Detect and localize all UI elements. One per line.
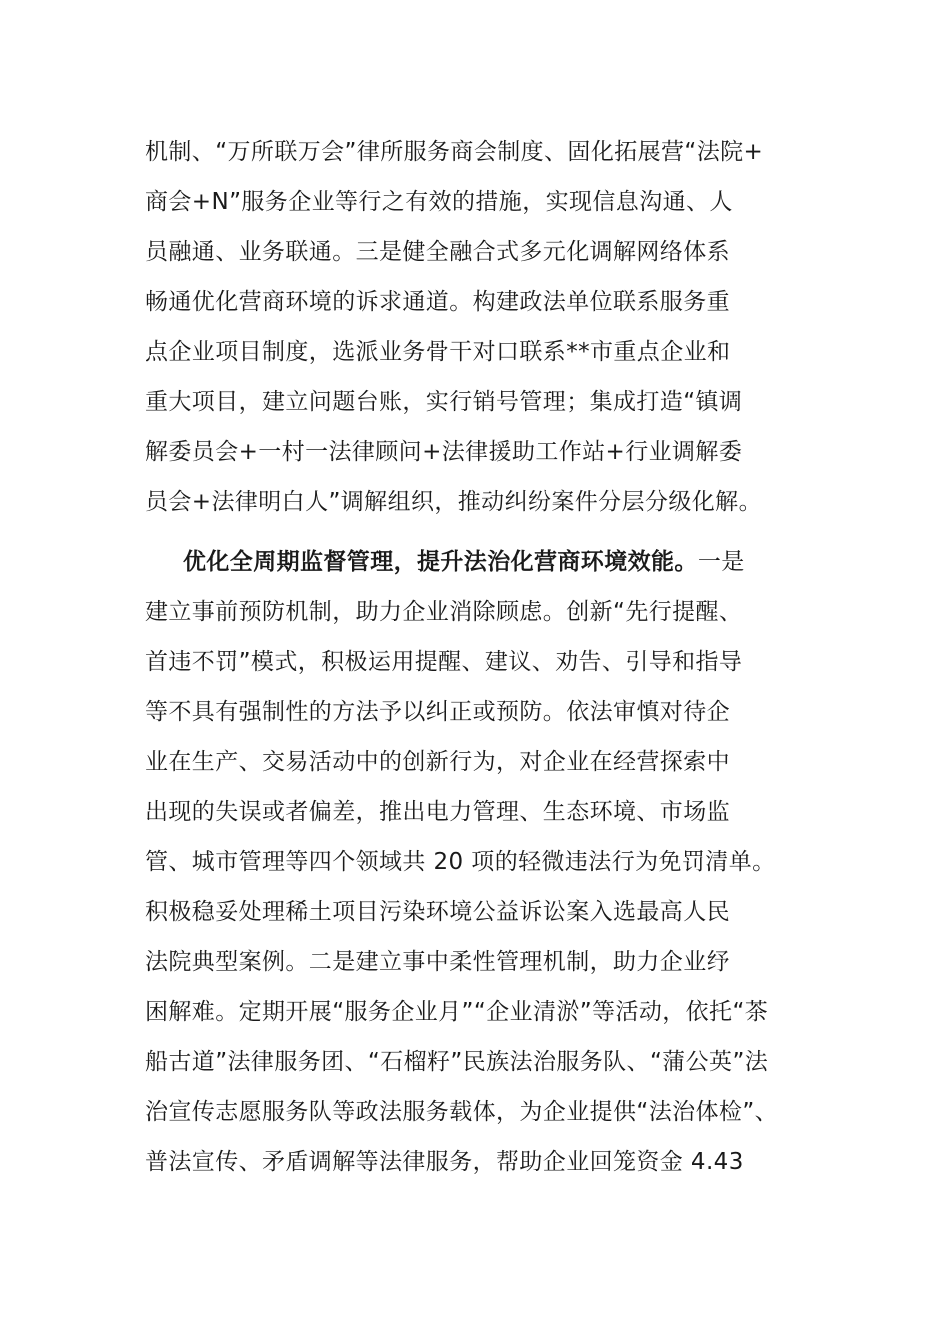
text-line: 机制、“万所联万会”律所服务商会制度、固化拓展营“法院+ <box>145 139 764 165</box>
paragraph-continuation <box>145 127 810 527</box>
text-line: 首违不罚”模式，积极运用提醒、建议、劝告、引导和指导 <box>145 649 743 675</box>
paragraph-first-line-rest: 一是 <box>697 549 745 575</box>
text-line: 畅通优化营商环境的诉求通道。构建政法单位联系服务重 <box>145 289 730 315</box>
text-line: 普法宣传、矛盾调解等法律服务，帮助企业回笼资金 4.43 <box>145 1149 744 1175</box>
text-line: 重大项目，建立问题台账，实行销号管理；集成打造“镇调 <box>145 389 743 415</box>
text-line: 员融通、业务联通。三是健全融合式多元化调解网络体系 <box>145 239 730 265</box>
paragraph-heading: 优化全周期监督管理，提升法治化营商环境效能。 <box>183 549 698 575</box>
text-line: 业在生产、交易活动中的创新行为，对企业在经营探索中 <box>145 749 730 775</box>
text-line: 商会+N”服务企业等行之有效的措施，实现信息沟通、人 <box>145 189 733 215</box>
text-line: 困解难。定期开展“服务企业月”“企业清淤”等活动，依托“茶 <box>145 999 769 1025</box>
text-line: 管、城市管理等四个领域共 20 项的轻微违法行为免罚清单。 <box>145 849 776 875</box>
text-line: 员会+法律明白人”调解组织，推动纠纷案件分层分级化解。 <box>145 489 762 515</box>
text-line: 船古道”法律服务团、“石榴籽”民族法治服务队、“蒲公英”法 <box>145 1049 769 1075</box>
text-line: 等不具有强制性的方法予以纠正或预防。依法审慎对待企 <box>145 699 730 725</box>
paragraph-supervision <box>145 537 810 1187</box>
text-line: 法院典型案例。二是建立事中柔性管理机制，助力企业纾 <box>145 949 730 975</box>
text-line: 出现的失误或者偏差，推出电力管理、生态环境、市场监 <box>145 799 730 825</box>
text-line: 积极稳妥处理稀土项目污染环境公益诉讼案入选最高人民 <box>145 899 730 925</box>
text-line: 点企业项目制度，选派业务骨干对口联系**市重点企业和 <box>145 339 731 365</box>
text-line: 建立事前预防机制，助力企业消除顾虑。创新“先行提醒、 <box>145 599 743 625</box>
text-line: 治宣传志愿服务队等政法服务载体，为企业提供“法治体检”、 <box>145 1099 779 1125</box>
text-line: 解委员会+一村一法律顾问+法律援助工作站+行业调解委 <box>145 439 743 465</box>
paragraph-first-line <box>145 537 810 587</box>
